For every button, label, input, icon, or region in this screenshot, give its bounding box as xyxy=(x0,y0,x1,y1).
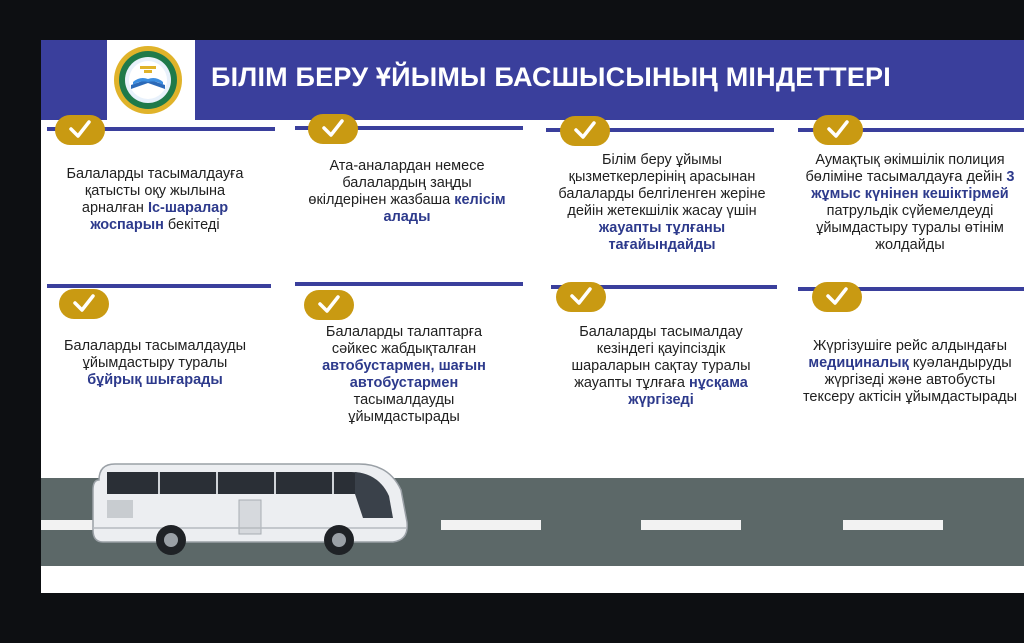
card-text-2: Ата-аналардан немесе балалардың заңды өкілдерінен жазбаша келісім алады xyxy=(308,158,506,225)
card-badge xyxy=(556,282,606,312)
slide xyxy=(41,40,1024,593)
check-icon xyxy=(573,119,597,141)
check-icon xyxy=(68,118,92,140)
bus-icon xyxy=(89,460,411,560)
card-badge xyxy=(813,115,863,145)
road-marking xyxy=(641,520,741,530)
card-divider xyxy=(295,282,523,286)
card-badge xyxy=(55,115,105,145)
card-badge xyxy=(560,116,610,146)
card-badge xyxy=(304,290,354,320)
card-text-4: Аумақтық әкімшілік полиция бөліміне тасымалдауға дейін 3 жұмыс күнінен кешіктірмей патрульдік сүйемелдеуді ұйымдастыру туралы өтінім жолдайды xyxy=(805,152,1015,253)
check-icon xyxy=(569,285,593,307)
check-icon xyxy=(317,293,341,315)
card-text-3: Білім беру ұйымы қызметкерлерінің арасынан балаларды белгіленген жеріне дейін жетекшілік жасау үшін жауапты тұлғаны тағайындайды xyxy=(558,152,766,253)
check-icon xyxy=(321,117,345,139)
card-text-7: Балаларды тасымалдау кезіндегі қауіпсіздік шараларын сақтау туралы жауапты тұлғаға нұсқама жүргізеді xyxy=(571,324,751,408)
page-title: БІЛІМ БЕРУ ҰЙЫМЫ БАСШЫСЫНЫҢ МІНДЕТТЕРІ xyxy=(211,62,891,92)
logo-box xyxy=(107,40,195,120)
road-marking xyxy=(41,520,93,530)
check-icon xyxy=(826,118,850,140)
header-bar xyxy=(41,40,1024,120)
road-marking xyxy=(441,520,541,530)
card-text-6: Балаларды талаптарға сәйкес жабдықталған автобустармен, шағын автобустармен тасымалдауды ұйымдастырады xyxy=(322,324,486,425)
check-icon xyxy=(72,292,96,314)
card-badge xyxy=(308,114,358,144)
card-badge xyxy=(812,282,862,312)
book-emblem-icon xyxy=(113,45,183,115)
card-badge xyxy=(59,289,109,319)
card-text-1: Балаларды тасымалдауға қатысты оқу жылына арналған Іс-шаралар жоспарын бекітеді xyxy=(66,166,244,233)
card-text-8: Жүргізушіге рейс алдындағы медициналық куәландыруды жүргізеді және автобусты тексеру актісін ұйымдастырады xyxy=(802,338,1018,405)
road-marking xyxy=(843,520,943,530)
check-icon xyxy=(825,285,849,307)
card-divider xyxy=(47,284,271,288)
card-text-5: Балаларды тасымалдауды ұйымдастыру туралы бұйрық шығарады xyxy=(64,338,246,388)
